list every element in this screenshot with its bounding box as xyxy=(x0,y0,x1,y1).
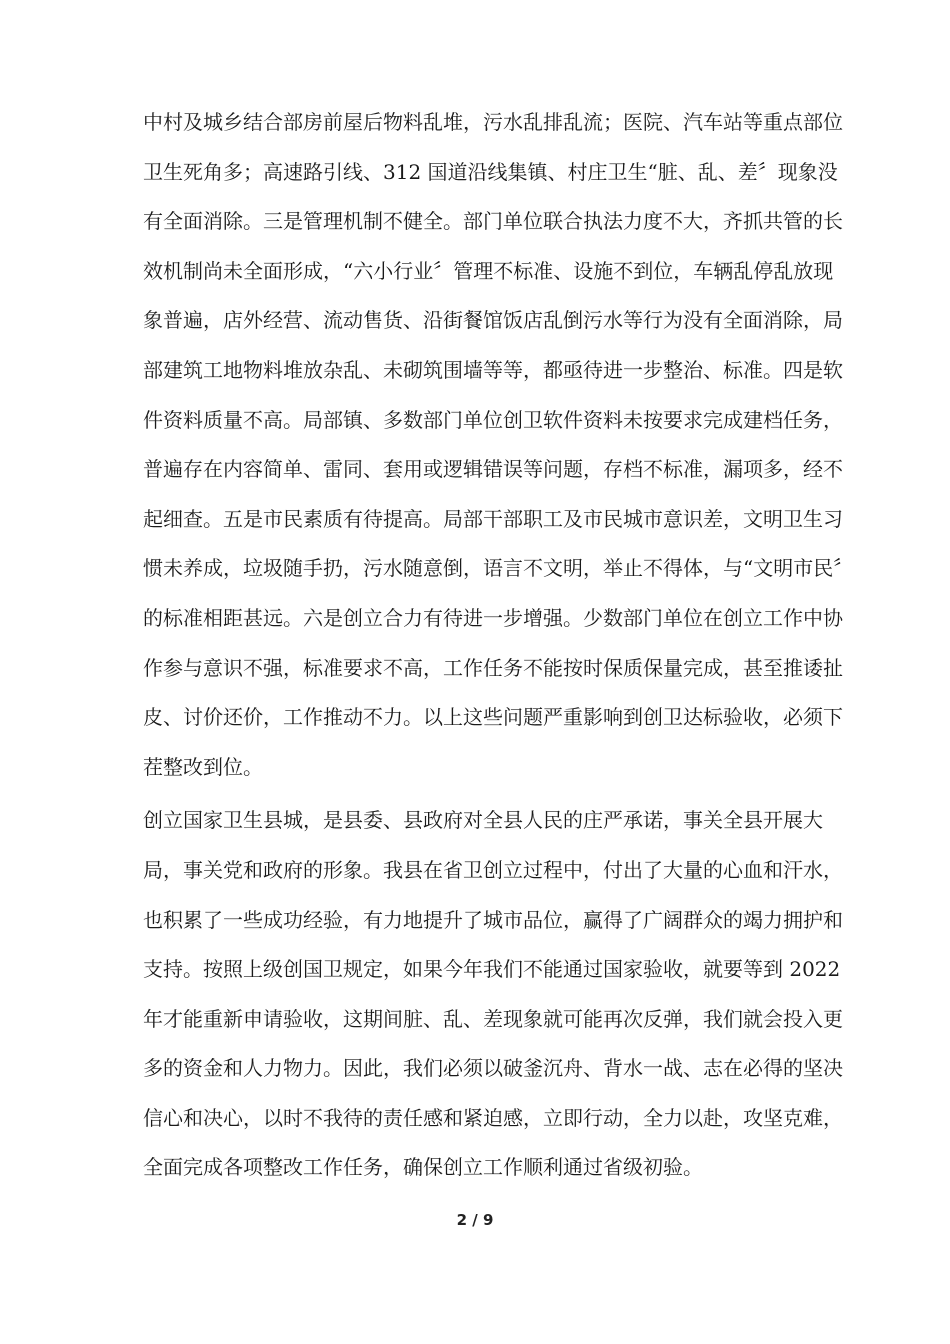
text-line: 象普遍，店外经营、流动售货、沿街餐馆饭店乱倒污水等行为没有全面消除，局 xyxy=(143,308,843,333)
document-body xyxy=(143,98,854,1193)
text-line: 多的资金和人力物力。因此，我们必须以破釜沉舟、背水一战、志在必得的坚决 xyxy=(143,1056,843,1081)
text-line: 有全面消除。三是管理机制不健全。部门单位联合执法力度不大，齐抓共管的长 xyxy=(143,209,843,234)
text-line: 效机制尚未全面形成，“六小行业〞管理不标准、设施不到位，车辆乱停乱放现 xyxy=(143,258,834,283)
text-line: 皮、讨价还价，工作推动不力。以上这些问题严重影响到创卫达标验收，必须下 xyxy=(143,705,843,730)
text-line: 惯未养成，垃圾随手扔，污水随意倒，语言不文明，举止不得体，与“文明市民〞 xyxy=(143,556,854,581)
paragraph-problems xyxy=(143,98,854,792)
page-number: 2 / 9 xyxy=(456,1211,494,1229)
text-line: 作参与意识不强，标准要求不高，工作任务不能按时保质保量完成，甚至推诿扯 xyxy=(143,655,843,680)
text-line: 卫生死角多；高速路引线、312 国道沿线集镇、村庄卫生“脏、乱、差〞现象没 xyxy=(143,159,838,184)
text-line: 支持。按照上级创国卫规定，如果今年我们不能通过国家验收，就要等到 2022 xyxy=(143,957,841,982)
text-line: 年才能重新申请验收，这期间脏、乱、差现象就可能再次反弹，我们就会投入更 xyxy=(143,1006,843,1031)
text-line: 普遍存在内容简单、雷同、套用或逻辑错误等问题，存档不标准，漏项多，经不 xyxy=(143,457,843,482)
text-line: 起细查。五是市民素质有待提高。局部干部职工及市民城市意识差，文明卫生习 xyxy=(143,506,843,531)
text-line: 的标准相距甚远。六是创立合力有待进一步增强。少数部门单位在创立工作中协 xyxy=(143,605,843,630)
text-line: 茬整改到位。 xyxy=(143,754,263,779)
text-line: 全面完成各项整改工作任务，确保创立工作顺利通过省级初验。 xyxy=(143,1155,703,1180)
text-line: 局，事关党和政府的形象。我县在省卫创立过程中，付出了大量的心血和汗水， xyxy=(143,857,843,882)
paragraph-commitment xyxy=(143,796,843,1193)
text-line: 也积累了一些成功经验，有力地提升了城市品位，赢得了广阔群众的竭力拥护和 xyxy=(143,907,843,932)
text-line: 部建筑工地物料堆放杂乱、未砌筑围墙等等，都亟待进一步整治、标准。四是软 xyxy=(143,357,843,382)
text-line: 件资料质量不高。局部镇、多数部门单位创卫软件资料未按要求完成建档任务， xyxy=(143,407,843,432)
text-line: 创立国家卫生县城，是县委、县政府对全县人民的庄严承诺，事关全县开展大 xyxy=(143,808,823,833)
text-line: 信心和决心，以时不我待的责任感和紧迫感，立即行动，全力以赴，攻坚克难， xyxy=(143,1105,843,1130)
text-line: 中村及城乡结合部房前屋后物料乱堆，污水乱排乱流；医院、汽车站等重点部位 xyxy=(143,110,843,134)
